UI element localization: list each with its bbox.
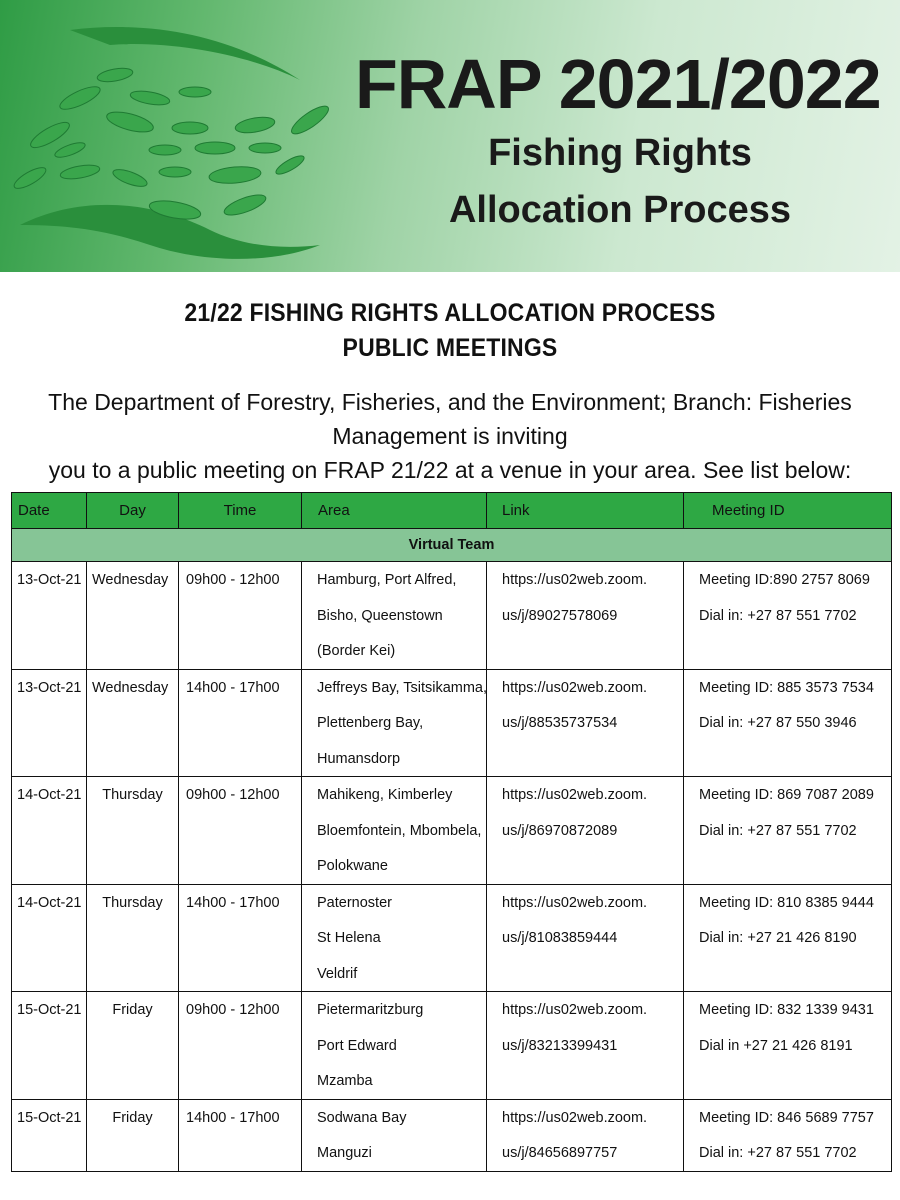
meeting-link-cell[interactable] [487, 884, 684, 992]
area-cell [302, 562, 487, 670]
meeting-link-line[interactable]: https://us02web.zoom. [502, 572, 648, 588]
area-line: Port Edward [317, 1037, 397, 1054]
meeting-id-line: Dial in: +27 87 550 3946 [699, 715, 857, 731]
meeting-id-cell [684, 562, 892, 670]
time-cell [179, 777, 302, 885]
area-line: Hamburg, Port Alfred, [317, 572, 457, 588]
time-cell [179, 992, 302, 1100]
day: Thursday [102, 787, 163, 803]
day-cell [87, 777, 179, 885]
meeting-link-cell[interactable] [487, 777, 684, 885]
meeting-link-line[interactable]: https://us02web.zoom. [502, 787, 648, 803]
meeting-id-line: Meeting ID:890 2757 8069 [699, 572, 870, 588]
meeting-id-line: Meeting ID: 832 1339 9431 [699, 1002, 874, 1018]
date-cell [12, 562, 87, 670]
section-row [12, 529, 892, 562]
time: 14h00 - 17h00 [186, 679, 280, 696]
meeting-link-cell[interactable] [487, 992, 684, 1100]
date: 13-Oct-21 [17, 572, 82, 588]
area-cell [302, 1099, 487, 1171]
time: 14h00 - 17h00 [186, 894, 280, 911]
meeting-link-line[interactable]: us/j/89027578069 [502, 607, 618, 624]
area-line: Humansdorp [317, 750, 401, 767]
table-row [12, 884, 892, 992]
meeting-link-line[interactable]: us/j/84656897757 [502, 1145, 618, 1161]
banner-subtitle-line2: Allocation Process [448, 189, 792, 231]
area-cell [302, 777, 487, 885]
day-cell [87, 562, 179, 670]
meeting-id-line: Dial in: +27 87 551 7702 [699, 607, 857, 624]
meeting-link-line[interactable]: https://us02web.zoom. [502, 1109, 648, 1126]
time-cell [179, 1099, 302, 1171]
meeting-link-line[interactable]: us/j/83213399431 [502, 1037, 618, 1054]
banner-subtitle-line1: Fishing Rights [488, 132, 752, 174]
date: 14-Oct-21 [17, 894, 82, 911]
day: Thursday [102, 894, 163, 911]
meeting-link-line[interactable]: us/j/81083859444 [502, 930, 618, 946]
day: Wednesday [92, 679, 169, 696]
date-cell [12, 1099, 87, 1171]
meeting-link-cell[interactable] [487, 669, 684, 777]
column-header-area: Area [302, 493, 487, 529]
meeting-id-line: Dial in: +27 87 551 7702 [699, 822, 857, 839]
meeting-id-line: Meeting ID: 869 7087 2089 [699, 787, 874, 803]
section-label: Virtual Team [12, 529, 892, 562]
area-line: Pietermaritzburg [317, 1002, 424, 1018]
meeting-id-line: Dial in: +27 87 551 7702 [699, 1145, 857, 1161]
date-cell [12, 992, 87, 1100]
area-line: Polokwane [317, 858, 388, 874]
day-cell [87, 884, 179, 992]
meeting-id-cell [684, 884, 892, 992]
area-line: Jeffreys Bay, Tsitsikamma, [317, 679, 488, 696]
day: Friday [112, 1002, 153, 1018]
column-header-time: Time [179, 493, 302, 529]
area-cell [302, 669, 487, 777]
meeting-id-line: Meeting ID: 885 3573 7534 [699, 679, 874, 696]
fish-school-graphic [0, 0, 360, 272]
day-cell [87, 1099, 179, 1171]
meeting-link-cell[interactable] [487, 562, 684, 670]
time: 09h00 - 12h00 [186, 1002, 280, 1018]
column-header-meeting-id: Meeting ID [684, 493, 892, 529]
area-cell [302, 992, 487, 1100]
table-row [12, 669, 892, 777]
date-cell [12, 777, 87, 885]
area-line: Manguzi [317, 1145, 372, 1161]
time-cell [179, 669, 302, 777]
time: 09h00 - 12h00 [186, 572, 280, 588]
day-cell [87, 992, 179, 1100]
date: 15-Oct-21 [17, 1002, 82, 1018]
meeting-link-line[interactable]: https://us02web.zoom. [502, 1002, 648, 1018]
meeting-id-line: Meeting ID: 846 5689 7757 [699, 1109, 874, 1126]
intro-line: The Department of Forestry, Fisheries, and the Environment; Branch: Fisheries Management is inviting [48, 389, 852, 449]
day: Friday [112, 1109, 153, 1126]
day: Wednesday [92, 572, 169, 588]
table-row [12, 992, 892, 1100]
time-cell [179, 884, 302, 992]
area-line: Bisho, Queenstown [317, 607, 443, 624]
time: 09h00 - 12h00 [186, 787, 280, 803]
area-line: St Helena [317, 930, 381, 946]
table-header-row [12, 493, 892, 529]
meeting-link-line[interactable]: us/j/86970872089 [502, 822, 618, 839]
date-cell [12, 669, 87, 777]
day-cell [87, 669, 179, 777]
meeting-link-line[interactable]: https://us02web.zoom. [502, 679, 648, 696]
intro-paragraph [20, 385, 880, 487]
banner-title: FRAP 2021/2022 [355, 45, 881, 123]
table-row [12, 777, 892, 885]
page-heading: 21/22 FISHING RIGHTS ALLOCATION PROCESS [184, 299, 716, 327]
area-line: Sodwana Bay [317, 1109, 407, 1126]
banner [0, 0, 900, 272]
area-line: Bloemfontein, Mbombela, [317, 822, 482, 839]
date: 14-Oct-21 [17, 787, 82, 803]
area-line: Paternoster [317, 894, 392, 911]
meeting-id-cell [684, 1099, 892, 1171]
area-line: (Border Kei) [317, 643, 396, 659]
meeting-id-cell [684, 669, 892, 777]
date: 15-Oct-21 [17, 1109, 82, 1126]
page-subheading: PUBLIC MEETINGS [342, 334, 558, 362]
meeting-id-line: Meeting ID: 810 8385 9444 [699, 894, 874, 911]
meeting-id-cell [684, 992, 892, 1100]
date-cell [12, 884, 87, 992]
meeting-id-line: Dial in: +27 21 426 8190 [699, 930, 857, 946]
meetings-table [11, 492, 892, 1172]
meeting-link-line[interactable]: https://us02web.zoom. [502, 894, 648, 911]
area-line: Mahikeng, Kimberley [317, 787, 453, 803]
column-header-link: Link [487, 493, 684, 529]
meeting-link-line[interactable]: us/j/88535737534 [502, 715, 618, 731]
meeting-id-line: Dial in +27 21 426 8191 [699, 1037, 853, 1054]
table-row [12, 1099, 892, 1171]
meeting-link-cell[interactable] [487, 1099, 684, 1171]
column-header-day: Day [87, 493, 179, 529]
area-line: Mzamba [317, 1073, 373, 1089]
meeting-id-cell [684, 777, 892, 885]
date: 13-Oct-21 [17, 679, 82, 696]
time: 14h00 - 17h00 [186, 1109, 280, 1126]
intro-line: you to a public meeting on FRAP 21/22 at a venue in your area. See list below: [48, 457, 852, 483]
time-cell [179, 562, 302, 670]
table-row [12, 562, 892, 670]
column-header-date: Date [12, 493, 87, 529]
area-cell [302, 884, 487, 992]
area-line: Plettenberg Bay, [317, 715, 424, 731]
area-line: Veldrif [317, 965, 358, 982]
